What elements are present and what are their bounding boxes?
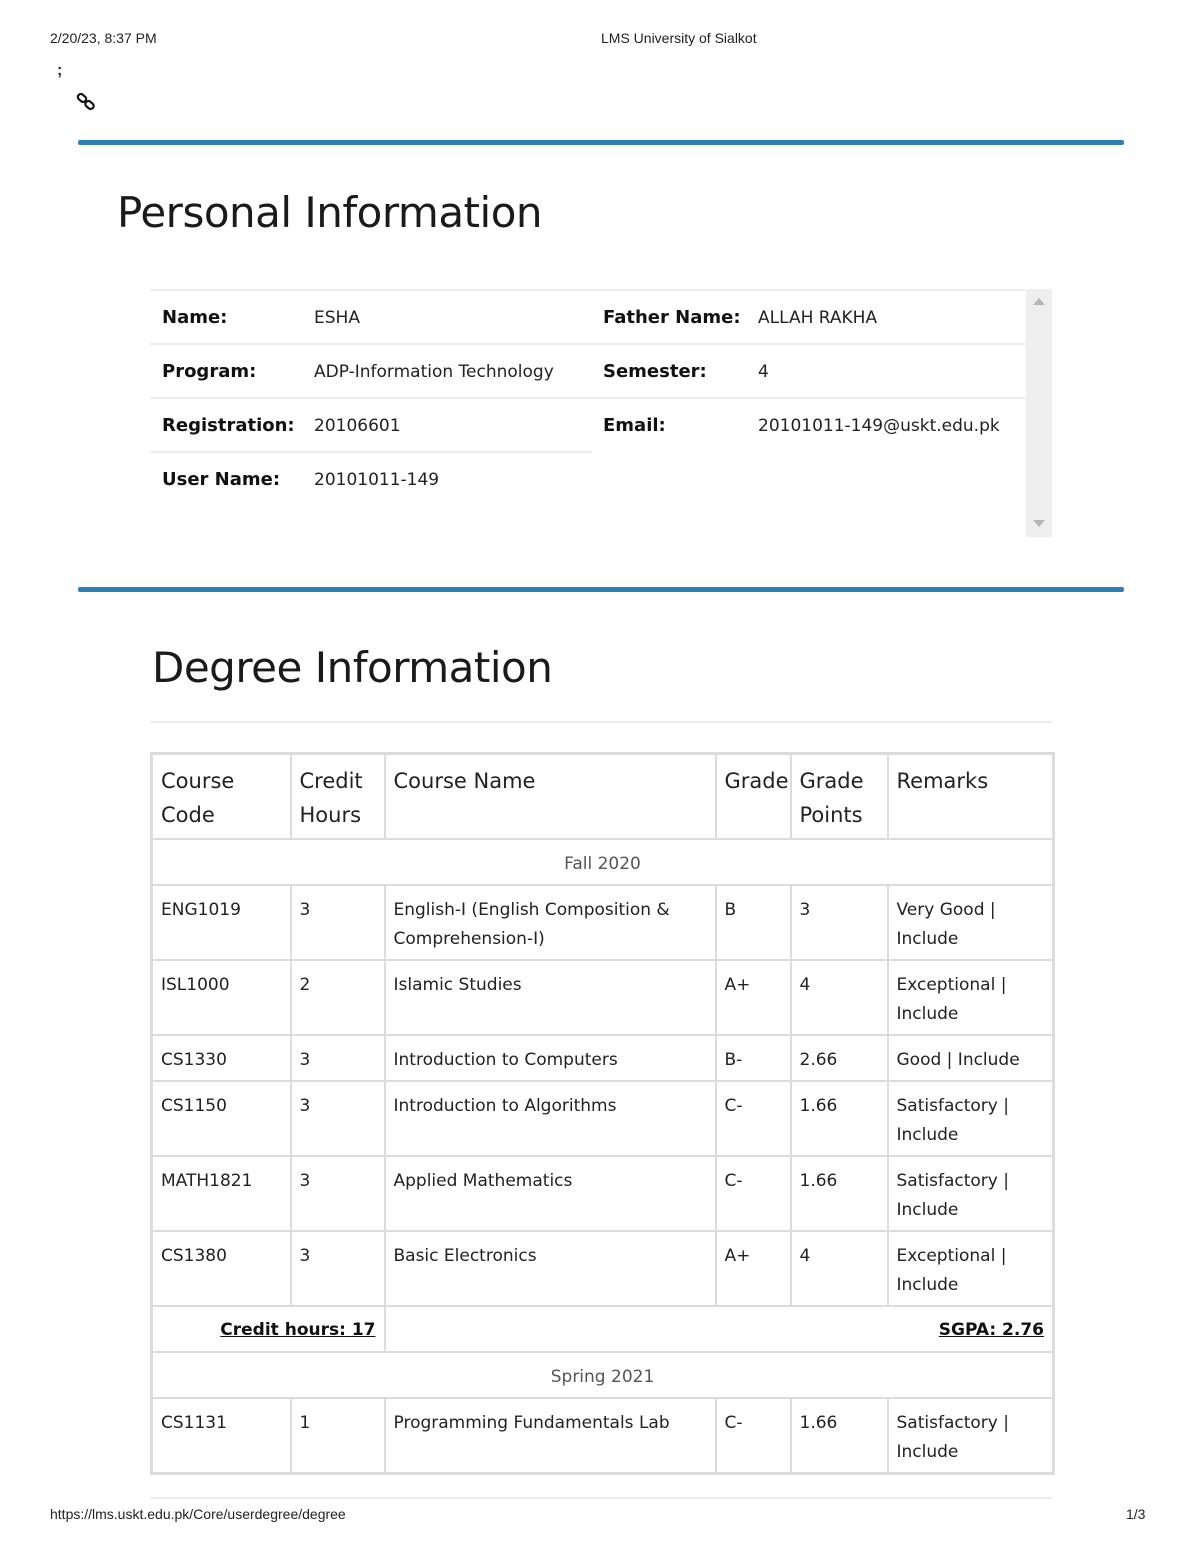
grade-points: 1.66: [791, 1081, 888, 1156]
remarks: Good | Include: [888, 1035, 1054, 1081]
col-remarks: Remarks: [888, 754, 1054, 840]
credit-hours: 1: [291, 1398, 385, 1474]
grade-points: 4: [791, 960, 888, 1035]
course-name: Basic Electronics: [385, 1231, 716, 1306]
table-header-row: [152, 754, 1054, 840]
print-page-number: 1/3: [1126, 1506, 1146, 1522]
email-value: 20101011-149@uskt.edu.pk: [758, 416, 1000, 436]
personal-info-heading: Personal Information: [117, 188, 543, 237]
course-name: Introduction to Computers: [385, 1035, 716, 1081]
degree-heading-underline: [150, 721, 1052, 723]
course-name: English-I (English Composition & Comprehension-I): [385, 885, 716, 960]
program-label: Program:: [162, 361, 257, 382]
course-name: Islamic Studies: [385, 960, 716, 1035]
grade-points: 2.66: [791, 1035, 888, 1081]
course-code: MATH1821: [152, 1156, 291, 1231]
grade: B: [716, 885, 791, 960]
semester-sgpa: SGPA: 2.76: [385, 1306, 1054, 1352]
course-code: ISL1000: [152, 960, 291, 1035]
semester-name: Fall 2020: [152, 839, 1054, 885]
section-divider-middle: [78, 587, 1124, 592]
semester-credit-hours: Credit hours: 17: [152, 1306, 385, 1352]
print-url: https://lms.uskt.edu.pk/Core/userdegree/degree: [50, 1506, 346, 1522]
course-name: Introduction to Algorithms: [385, 1081, 716, 1156]
table-row: [152, 1398, 1054, 1474]
degree-info-heading: Degree Information: [152, 643, 553, 692]
credit-hours: 3: [291, 1231, 385, 1306]
row-registration: [150, 397, 592, 451]
degree-table: [150, 752, 1055, 1475]
row-program: [150, 343, 592, 397]
remarks: Satisfactory | Include: [888, 1398, 1054, 1474]
course-code: ENG1019: [152, 885, 291, 960]
table-row: [152, 960, 1054, 1035]
personal-info-panel: [150, 289, 1052, 537]
remarks: Very Good | Include: [888, 885, 1054, 960]
registration-value: 20106601: [314, 416, 401, 436]
email-label: Email:: [603, 415, 666, 436]
remarks: Exceptional | Include: [888, 960, 1054, 1035]
remarks: Satisfactory | Include: [888, 1081, 1054, 1156]
col-grade: Grade: [716, 754, 791, 840]
username-value: 20101011-149: [314, 470, 440, 490]
grade: A+: [716, 1231, 791, 1306]
course-code: CS1330: [152, 1035, 291, 1081]
grade: C-: [716, 1081, 791, 1156]
print-site-title: LMS University of Sialkot: [601, 30, 757, 46]
credit-hours: 2: [291, 960, 385, 1035]
grade-points: 3: [791, 885, 888, 960]
row-email: [592, 397, 1026, 451]
semester-label: Semester:: [603, 361, 707, 382]
credit-hours: 3: [291, 1156, 385, 1231]
grade-points: 1.66: [791, 1398, 888, 1474]
scroll-up-icon[interactable]: [1033, 298, 1045, 305]
row-father-name: [592, 289, 1026, 343]
grade-points: 4: [791, 1231, 888, 1306]
row-username: [150, 451, 592, 505]
registration-label: Registration:: [162, 415, 295, 436]
course-name: Programming Fundamentals Lab: [385, 1398, 716, 1474]
grade-points: 1.66: [791, 1156, 888, 1231]
table-row: [152, 1081, 1054, 1156]
program-value: ADP-Information Technology: [314, 362, 554, 382]
grade: C-: [716, 1156, 791, 1231]
father-name-label: Father Name:: [603, 307, 741, 328]
course-code: CS1131: [152, 1398, 291, 1474]
course-code: CS1150: [152, 1081, 291, 1156]
remarks: Exceptional | Include: [888, 1231, 1054, 1306]
table-row: [152, 1156, 1054, 1231]
col-course-code: Course Code: [152, 754, 291, 840]
semester-value: 4: [758, 362, 769, 382]
col-course-name: Course Name: [385, 754, 716, 840]
semester-name: Spring 2021: [152, 1352, 1054, 1398]
table-row: [152, 1035, 1054, 1081]
table-row: [152, 885, 1054, 960]
table-row: [152, 1231, 1054, 1306]
semester-row: [152, 1352, 1054, 1398]
name-value: ESHA: [314, 308, 360, 328]
remarks: Satisfactory | Include: [888, 1156, 1054, 1231]
grade: A+: [716, 960, 791, 1035]
grade: C-: [716, 1398, 791, 1474]
course-name: Applied Mathematics: [385, 1156, 716, 1231]
username-label: User Name:: [162, 469, 281, 490]
link-icon[interactable]: [76, 91, 98, 118]
semester-row: [152, 839, 1054, 885]
credit-hours: 3: [291, 1035, 385, 1081]
print-datetime: 2/20/23, 8:37 PM: [50, 30, 157, 46]
row-name: [150, 289, 592, 343]
section-divider-top: [78, 140, 1124, 145]
scroll-down-icon[interactable]: [1033, 520, 1045, 527]
col-grade-points: Grade Points: [791, 754, 888, 840]
personal-info-scrollbar[interactable]: [1026, 289, 1052, 537]
grade: B-: [716, 1035, 791, 1081]
stray-semicolon: ;: [57, 62, 63, 79]
table-bottom-divider: [150, 1497, 1052, 1499]
credit-hours: 3: [291, 1081, 385, 1156]
semester-total-row: [152, 1306, 1054, 1352]
father-name-value: ALLAH RAKHA: [758, 308, 878, 328]
row-semester: [592, 343, 1026, 397]
course-code: CS1380: [152, 1231, 291, 1306]
credit-hours: 3: [291, 885, 385, 960]
name-label: Name:: [162, 307, 228, 328]
col-credit-hours: Credit Hours: [291, 754, 385, 840]
